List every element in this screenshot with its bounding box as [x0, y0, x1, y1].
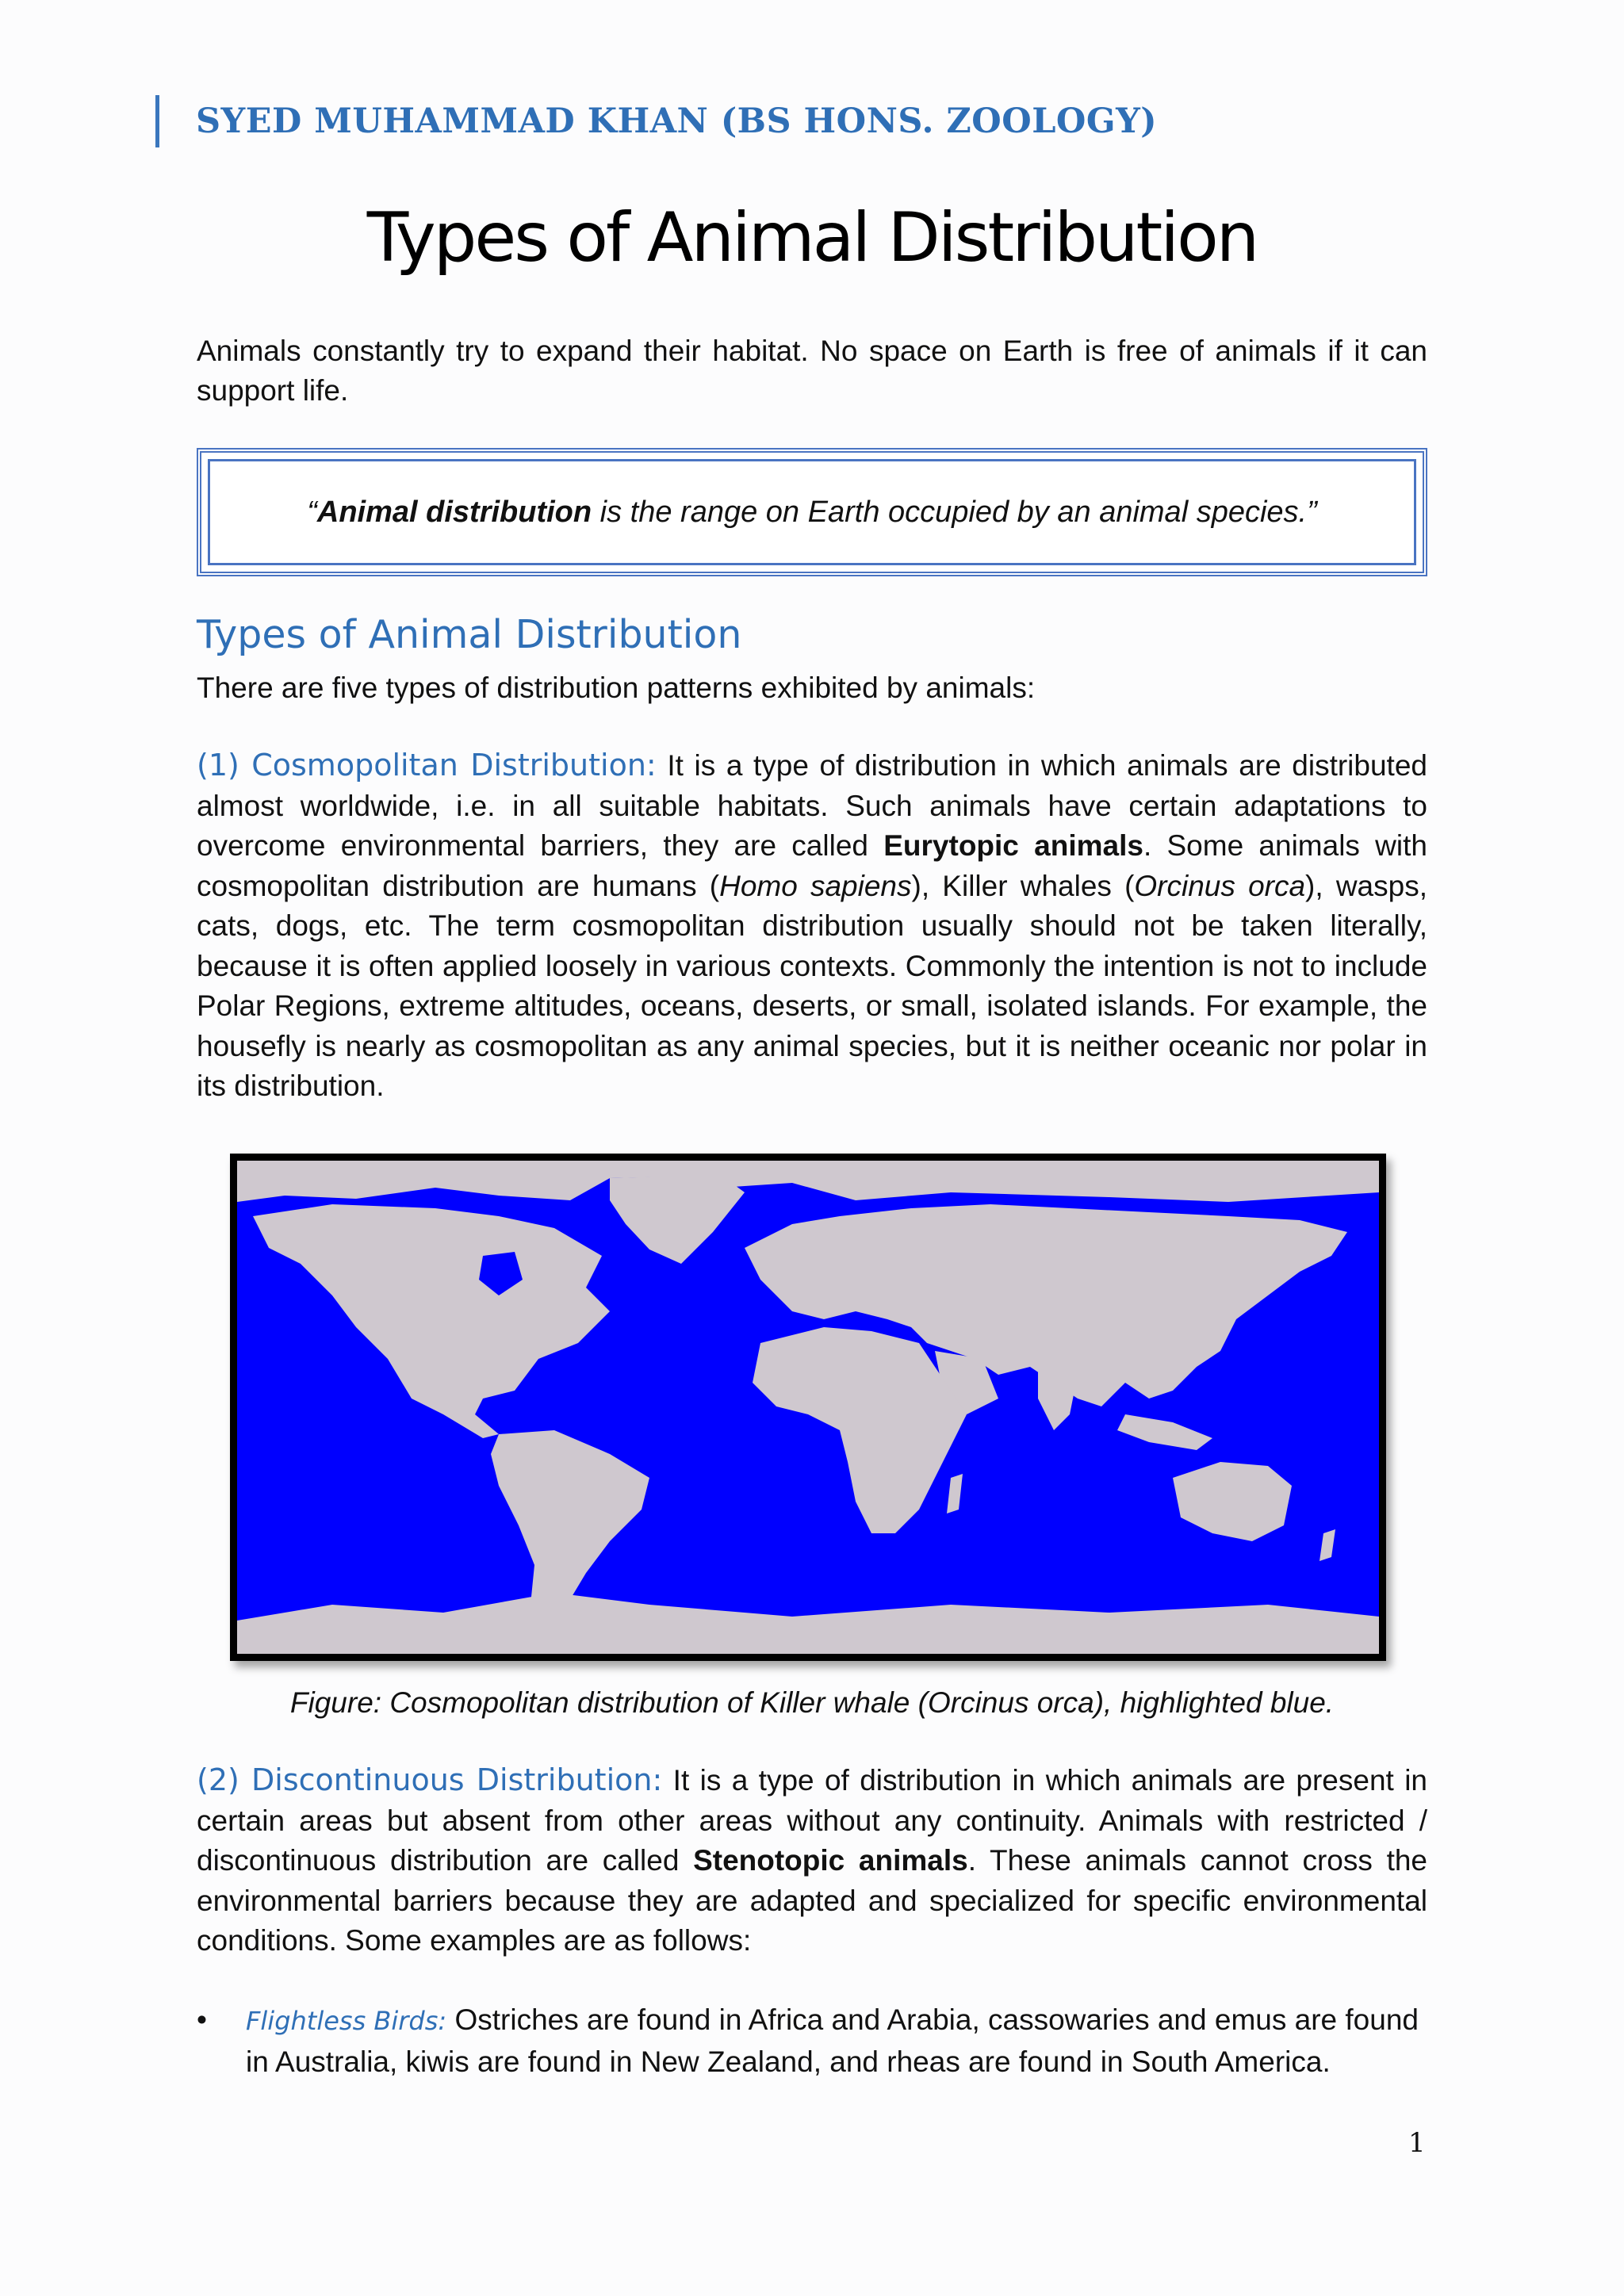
definition-open-quote: “: [307, 495, 317, 529]
discontinuous-text-2: . These animals cannot cross the environmental barriers because they are adapted and specialized for specific environmental conditions. Some examples are as follows:: [197, 1844, 1427, 1957]
bullet-label: Flightless Birds:: [246, 2006, 447, 2036]
definition-rest: is the range on Earth occupied by an animal species.”: [592, 495, 1317, 529]
cosmopolitan-text-3: ), Killer whales (: [911, 869, 1135, 902]
definition-term: Animal distribution: [316, 495, 592, 529]
page-number: 1: [1408, 2127, 1426, 2159]
eurytopic-term: Eurytopic animals: [883, 829, 1143, 862]
header-author: SYED MUHAMMAD KHAN (BS HONS. ZOOLOGY): [196, 101, 1158, 141]
definition-text: [307, 496, 1317, 530]
cosmopolitan-label: (1) Cosmopolitan Distribution:: [197, 748, 657, 783]
cosmopolitan-paragraph: [197, 745, 1427, 1107]
discontinuous-label: (2) Discontinuous Distribution:: [197, 1762, 663, 1797]
intro-paragraph: Animals constantly try to expand their habitat. No space on Earth is free of animals if it can support life.: [197, 335, 1427, 407]
header-accent-bar: [155, 95, 159, 147]
running-header: [155, 94, 1157, 149]
section-heading: Types of Animal Distribution: [197, 612, 742, 657]
world-map: [237, 1161, 1379, 1654]
stenotopic-term: Stenotopic animals: [693, 1844, 968, 1877]
cosmopolitan-text-4: ), wasps, cats, dogs, etc. The term cosmopolitan distribution usually should not be taken literally, because it is often applied loosely in various contexts. Commonly the intention is not to include Polar Regions, extreme altitudes, oceans, deserts, or small, isolated islands. For example, the housefly is nearly as cosmopolitan as any animal species, but it is neither oceanic nor polar in its distribution.: [197, 869, 1427, 1102]
cosmopolitan-text-1: It is a type of distribution in which animals are distributed almost worldwide, i.e. in all suitable habitats. Such animals have certain adaptations to overcome environmental barriers, they are called: [197, 749, 1427, 862]
cosmopolitan-text-2: . Some animals with cosmopolitan distribution are humans (: [197, 829, 1427, 902]
definition-box: [197, 448, 1427, 576]
document-title: Types of Animal Distribution: [366, 198, 1258, 277]
orcinus-orca-term: Orcinus orca: [1134, 869, 1306, 902]
section-intro: There are five types of distribution patterns exhibited by animals:: [197, 672, 1036, 704]
definition-inner-border: [208, 459, 1416, 565]
homo-sapiens-term: Homo sapiens: [719, 869, 912, 902]
bullet-marker: •: [197, 2003, 207, 2036]
bullet-text: Ostriches are found in Africa and Arabia, cassowaries and emus are found in Australia, kiwis are found in New Zealand, and rheas are found in South America.: [246, 2003, 1419, 2078]
bullet-body: [246, 1999, 1427, 2083]
discontinuous-text-1: It is a type of distribution in which animals are present in certain areas but absent from other areas without any continuity. Animals with restricted / discontinuous distribution are called: [197, 1764, 1427, 1877]
world-map-figure: [230, 1154, 1386, 1661]
figure-caption: Figure: Cosmopolitan distribution of Killer whale (Orcinus orca), highlighted blue.: [289, 1686, 1335, 1719]
discontinuous-paragraph: [197, 1760, 1427, 1961]
